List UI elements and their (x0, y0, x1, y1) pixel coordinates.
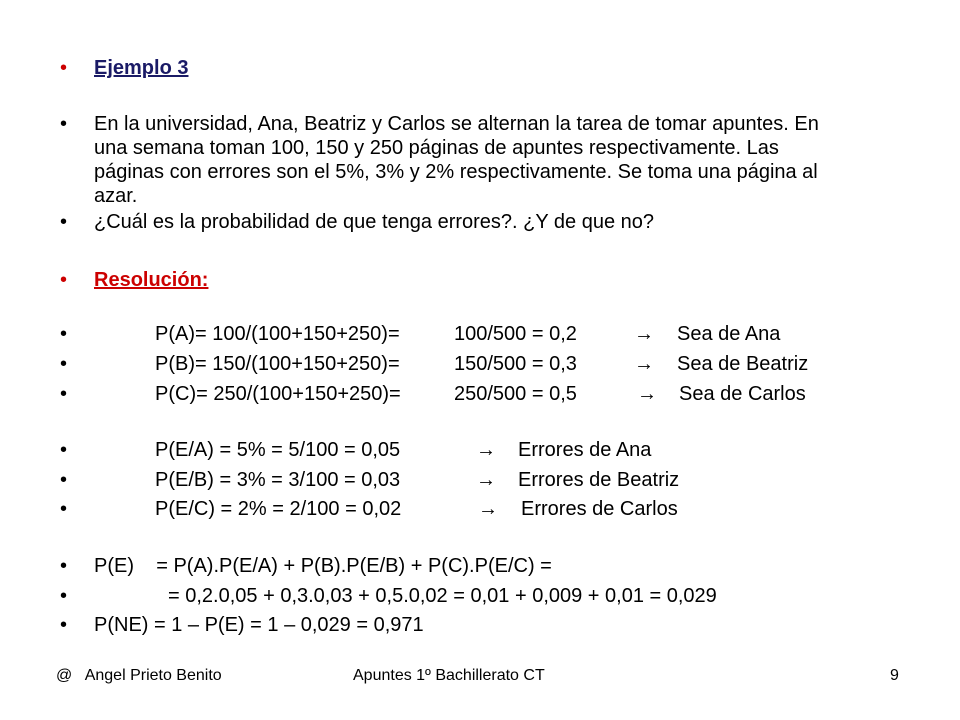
prior-result: 150/500 = 0,3 (454, 353, 577, 375)
bullet: • (60, 323, 68, 345)
bullet: • (60, 383, 68, 405)
arrow-icon: → (634, 353, 654, 375)
bullet: • (60, 555, 68, 577)
prior-formula: P(A)= 100/(100+150+250)= (155, 323, 400, 345)
prior-note: Sea de Ana (677, 323, 781, 345)
arrow-icon: → (476, 469, 496, 491)
resolution-label: Resolución: (94, 269, 209, 291)
footer-page-number: 9 (890, 667, 899, 684)
prior-note: Sea de Carlos (679, 383, 806, 405)
arrow-icon: → (476, 439, 496, 461)
total-computation: = 0,2.0,05 + 0,3.0,03 + 0,5.0,02 = 0,01 + 0,009 + 0,01 = 0,029 (168, 585, 717, 607)
bullet: • (60, 439, 68, 461)
conditional-note: Errores de Carlos (521, 498, 678, 520)
question-text: ¿Cuál es la probabilidad de que tenga errores?. ¿Y de que no? (94, 211, 655, 233)
example-heading: Ejemplo 3 (94, 57, 189, 79)
conditional-note: Errores de Ana (518, 439, 652, 461)
bullet: • (60, 585, 68, 607)
problem-text: En la universidad, Ana, Beatriz y Carlos se alternan la tarea de tomar apuntes. En una semana toman 100, 150 y 250 páginas de apuntes respectivamente. Las páginas con errores son el 5%, 3% y 2% respectivamente. Se toma una página al azar. (94, 113, 819, 207)
prior-result: 250/500 = 0,5 (454, 383, 577, 405)
prior-formula: P(B)= 150/(100+150+250)= (155, 353, 400, 375)
bullet: • (60, 498, 68, 520)
prior-note: Sea de Beatriz (677, 353, 809, 375)
arrow-icon: → (637, 383, 657, 405)
conditional-note: Errores de Beatriz (518, 469, 680, 491)
conditional-formula: P(E/B) = 3% = 3/100 = 0,03 (155, 469, 401, 491)
arrow-icon: → (478, 498, 498, 520)
footer-author: @ Angel Prieto Benito (56, 667, 222, 684)
bullet: • (60, 57, 68, 79)
total-formula: P(E) = P(A).P(E/A) + P(B).P(E/B) + P(C).P(E/C) = (94, 555, 552, 577)
bullet: • (60, 469, 68, 491)
bullet: • (60, 113, 68, 135)
complement-formula: P(NE) = 1 – P(E) = 1 – 0,029 = 0,971 (94, 614, 424, 636)
conditional-formula: P(E/C) = 2% = 2/100 = 0,02 (155, 498, 402, 520)
prior-formula: P(C)= 250/(100+150+250)= (155, 383, 401, 405)
footer-course: Apuntes 1º Bachillerato CT (353, 667, 545, 684)
prior-result: 100/500 = 0,2 (454, 323, 577, 345)
conditional-formula: P(E/A) = 5% = 5/100 = 0,05 (155, 439, 401, 461)
bullet: • (60, 269, 68, 291)
arrow-icon: → (634, 323, 654, 345)
bullet: • (60, 211, 68, 233)
bullet: • (60, 614, 68, 636)
bullet: • (60, 353, 68, 375)
